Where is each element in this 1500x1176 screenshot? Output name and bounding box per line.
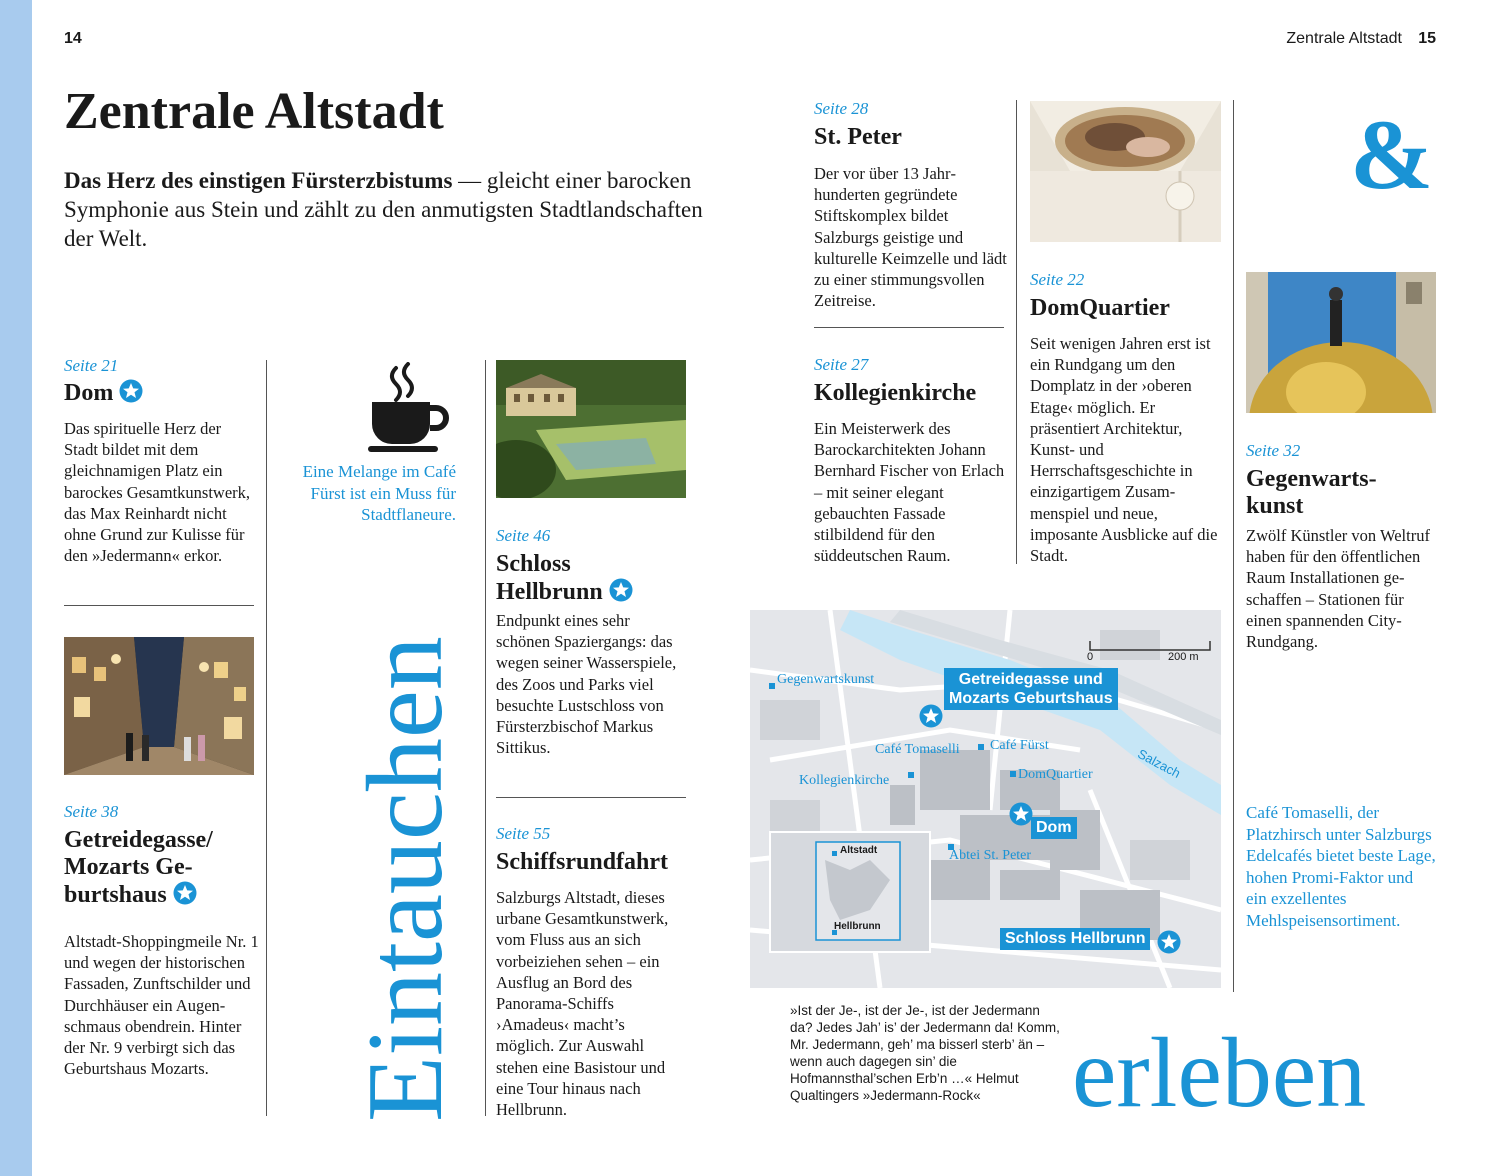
star-icon[interactable]: [1157, 930, 1181, 954]
gegen-text: Zwölf Künstler von Weltruf haben für den öffentlichen Raum Installationen geschaffen – Stationen für einen spannenden City-Rundgang.: [1246, 526, 1430, 652]
intro-bold: Das Herz des einstigen Fürsterzbistums: [64, 168, 453, 193]
map-label-kollegienkirche[interactable]: Kollegienkirche: [799, 773, 890, 788]
kolleg-title: Kollegienkirche: [814, 380, 977, 406]
vertical-word-eintauchen: Eintauchen: [346, 636, 465, 1122]
star-icon[interactable]: [1009, 802, 1033, 826]
getreide-title-line1: Getreidegasse/: [64, 827, 213, 853]
map-label-cafe-fuerst[interactable]: Café Fürst: [990, 738, 1049, 753]
column-rule: [266, 360, 267, 1116]
map-inset-altstadt: Altstadt: [840, 845, 878, 856]
map-label-getreide-line1: Getreidegasse und: [958, 671, 1103, 688]
map-scale-200m: 200 m: [1168, 651, 1199, 663]
map-label-abtei-st-peter[interactable]: Abtei St. Peter: [949, 848, 1032, 863]
hellbrunn-title-line2: Hellbrunn: [496, 579, 603, 605]
domq-text: Seit wenigen Jahren erst ist ein Rundgang um den Domplatz in der ›oberen Etage‹ möglich. Er präsentiert Architektur, Kunst- und Herrschaftsgeschichte in einzigartigem Zusammenspiel und neue, imposante Ausblicke auf die Stadt.: [1030, 334, 1218, 566]
intro-text: [64, 166, 704, 253]
column-rule: [1233, 100, 1234, 992]
map-label-schloss-hellbrunn[interactable]: Schloss Hellbrunn: [1000, 928, 1150, 950]
coffee-cup-icon: [366, 362, 456, 454]
map-label-getreide-line2: Mozarts Geburtshaus: [949, 690, 1113, 707]
map-label-domquartier[interactable]: DomQuartier: [1018, 767, 1093, 782]
dom-page-ref: Seite 21: [64, 356, 119, 375]
getreide-heading: [64, 827, 213, 909]
city-map[interactable]: [750, 610, 1221, 988]
map-label-gegenwartskunst[interactable]: Gegenwartskunst: [777, 672, 875, 687]
dom-heading: [64, 379, 143, 407]
kolleg-text: Ein Meisterwerk des Barockarchitekten Johann Bernhard Fischer von Erlach – mit seiner elegant gebauchten Fassade stilbildend für den süddeutschen Raum.: [814, 419, 1005, 566]
divider: [64, 605, 254, 606]
column-rule: [1016, 100, 1017, 564]
getreidegasse-photo: [64, 637, 254, 775]
dom-text: Das spirituelle Herz der Stadt bildet mit dem gleichnamigen Platz ein barockes Gesamtkunstwerk, das Max Reinhardt nicht ohne Grund zur Kulisse für den »Jedermann« erkor.: [64, 419, 251, 566]
star-icon[interactable]: [919, 704, 943, 728]
quote-qualtinger: »Ist der Je-, ist der Je-, ist der Jedermann da? Jedes Jah’ is’ der Jedermann da! Komm, Mr. Jedermann, geh’ ma bisserl sterb’ än – wenn auch dagegen sin’ die Hofmannsthal’schen Erb’n …« Helmut Qualtingers »Jedermann-Rock«: [790, 1003, 1060, 1103]
getreide-page-ref: Seite 38: [64, 802, 119, 821]
gegen-title-line2: kunst: [1246, 493, 1304, 519]
schiff-page-ref: Seite 55: [496, 824, 551, 843]
divider: [814, 327, 1004, 328]
peter-title: St. Peter: [814, 124, 902, 150]
page-edge-strip: [0, 0, 32, 1176]
schiff-title: Schiffsrundfahrt: [496, 849, 669, 875]
map-label-cafe-tomaselli[interactable]: Café Tomaselli: [875, 742, 960, 757]
running-head: Zentrale Altstadt: [1286, 30, 1402, 47]
domq-title: DomQuartier: [1030, 295, 1170, 321]
page-number-right: 15: [1418, 30, 1436, 47]
hellbrunn-heading: [496, 551, 633, 606]
peter-text: Der vor über 13 Jahrhunderten gegründete Stiftskomplex bildet Salzburgs geistige und kulturelle Keimzelle und lädt zu einer stimmungsvollen Zeitreise.: [814, 164, 1007, 311]
domq-page-ref: Seite 22: [1030, 270, 1085, 289]
getreide-text: Altstadt-Shoppingmeile Nr. 1 und wegen der historischen Fassaden, Zunftschilder und Durchhäuser ein Augenschmaus obendrein. Hinter der Nr. 9 verbirgt sich das Geburtshaus Mozarts.: [64, 932, 259, 1079]
map-scale-zero: 0: [1087, 651, 1094, 663]
gegen-page-ref: Seite 32: [1246, 441, 1301, 460]
star-icon: [173, 881, 197, 905]
getreide-title-line3: burtshaus: [64, 882, 167, 908]
hellbrunn-text: Endpunkt eines sehr schönen Spaziergangs: das wegen seiner Wasserspiele, des Zoos und Parks viel besuchte Lustschloss von Fürsterzbischof Markus Sittikus.: [496, 611, 677, 758]
big-word-erleben: erleben: [1072, 1017, 1367, 1128]
tomaselli-note: Café Tomaselli, der Platzhirsch unter Salzburgs Edelcafés bietet beste Lage, hohen Promi-Faktor und ein exzellentes Mehlspeisensortiment.: [1246, 803, 1436, 930]
hellbrunn-page-ref: Seite 46: [496, 526, 551, 545]
gegen-title-line1: Gegenwarts-: [1246, 466, 1377, 492]
map-label-salzach: Salzach: [1135, 746, 1184, 781]
cafe-fuerst-note: Eine Melange im Café Fürst ist ein Muss für Stadtflaneure.: [302, 462, 456, 524]
column-rule: [485, 360, 486, 1116]
intro-rest: — gleicht einer barocken Symphonie aus Stein und zählt zu den anmutigsten Stadtlandschaften der Welt.: [64, 168, 703, 251]
hellbrunn-photo: [496, 360, 686, 498]
domquartier-photo: [1030, 101, 1221, 242]
star-icon: [609, 578, 633, 602]
divider: [496, 797, 686, 798]
page-title: Zentrale Altstadt: [64, 83, 444, 140]
gegenwartskunst-photo: [1246, 272, 1436, 413]
dom-title: Dom: [64, 380, 114, 406]
ampersand: &: [1350, 99, 1434, 210]
map-label-dom[interactable]: Dom: [1031, 817, 1077, 839]
gegen-heading: [1246, 466, 1377, 520]
map-inset-hellbrunn: Hellbrunn: [834, 921, 881, 932]
getreide-title-line2: Mozarts Ge-: [64, 854, 193, 880]
peter-page-ref: Seite 28: [814, 99, 869, 118]
schiff-text: Salzburgs Altstadt, dieses urbane Gesamtkunstwerk, vom Fluss aus an sich vorbeiziehen sehen – ein Ausflug an Bord des Panorama-Schiffs ›Amadeus‹ macht’s möglich. Zur Auswahl stehen eine Basistour und eine Tour hinaus nach Hellbrunn.: [496, 888, 669, 1120]
star-icon: [119, 379, 143, 403]
map-label-getreidegasse[interactable]: [944, 668, 1118, 710]
hellbrunn-title-line1: Schloss: [496, 551, 571, 577]
kolleg-page-ref: Seite 27: [814, 355, 869, 374]
page-number-left: 14: [64, 30, 82, 47]
